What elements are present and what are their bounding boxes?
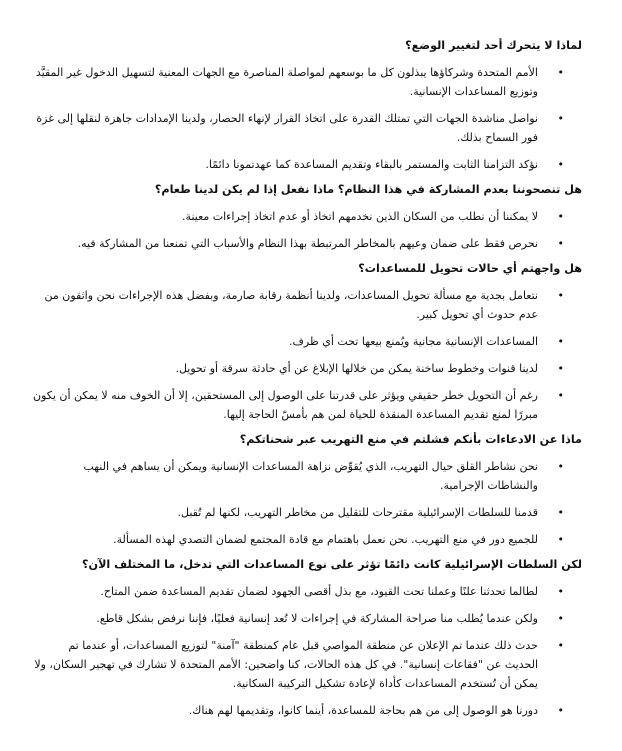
answer-item: • رغم أن التحويل خطر حقيقي ويؤثر على قدرتنا على الوصول إلى المستحقين، إلا أن الخوف منه لا يمكن أن يكون مبررًا لمنع تقديم المساعدة المنقذة للحياة لمن هم بأمسّ الحاجة إليها.: [33, 386, 582, 424]
answer-item: • للجميع دور في منع التهريب. نحن نعمل باهتمام مع قادة المجتمع لضمان التصدي لهذه المسألة.: [33, 530, 582, 549]
faq-section-5: [33, 557, 582, 720]
faq-section-2: [33, 182, 582, 253]
faq-question: هل واجهتم أي حالات تحويل للمساعدات؟: [358, 262, 582, 275]
answer-item: • ولكن عندما يُطلب منا صراحة المشاركة في إجراءات لا تُعد إنسانية فعليًا، فإننا نرفض بشكل قاطع.: [33, 609, 582, 628]
answer-list: [33, 457, 582, 549]
answer-item: • الأمم المتحدة وشركاؤها يبذلون كل ما بوسعهم لمواصلة المناصرة مع الجهات المعنية لتسهيل الدخول غير المقيَّد وتوزيع المساعدات الإنسانية.: [33, 63, 582, 101]
answer-item: • لطالما تحدثنا علنًا وعملنا تحت القيود، مع بذل أقصى الجهود لضمان تقديم المساعدة ضمن المتاح.: [33, 582, 582, 601]
answer-item: • نحن نشاطر القلق حيال التهريب، الذي يُقوِّض نزاهة المساعدات الإنسانية ويمكن أن يساهم في النهب والنشاطات الإجرامية.: [33, 457, 582, 495]
answer-item: • نؤكد التزامنا الثابت والمستمر بالبقاء وتقديم المساعدة كما عهدتمونا دائمًا.: [33, 155, 582, 174]
faq-section-3: [33, 261, 582, 424]
answer-list: [33, 207, 582, 253]
answer-item: • دورنا هو الوصول إلى من هم بحاجة للمساعدة، أينما كانوا، وتقديمها لهم هناك.: [33, 701, 582, 720]
answer-item: • نتعامل بجدية مع مسألة تحويل المساعدات، ولدينا أنظمة رقابة صارمة، وبفضل هذه الإجراءات نحن واثقون من عدم حدوث أي تحويل كبير.: [33, 286, 582, 324]
faq-section-4: [33, 432, 582, 549]
answer-item: • نحرص فقط على ضمان وعيهم بالمخاطر المرتبطة بهذا النظام والأسباب التي تمنعنا من المشاركة فيه.: [33, 234, 582, 253]
answer-item: • نواصل مناشدة الجهات التي تمتلك القدرة على اتخاذ القرار لإنهاء الحصار، ولدينا الإمدادات جاهزة لنقلها إلى غزة فور السماح بذلك.: [33, 109, 582, 147]
answer-list: [33, 582, 582, 720]
faq-section-1: [33, 38, 582, 174]
answer-item: • المساعدات الإنسانية مجانية ويُمنع بيعها تحت أي ظرف.: [33, 332, 582, 351]
answer-item: • لدينا قنوات وخطوط ساخنة يمكن من خلالها الإبلاغ عن أي حادثة سرقة أو تحويل.: [33, 359, 582, 378]
faq-question: لكن السلطات الإسرائيلية كانت دائمًا تؤثر على نوع المساعدات التي تدخل، ما المختلف الآن؟: [82, 558, 582, 571]
answer-item: • حدث ذلك عندما تم الإعلان عن منطقة المواصي قبل عام كمنطقة "آمنة" لتوزيع المساعدات، أو عندما تم الحديث عن "فقاعات إنسانية". في كل هذه الحالات، كنا واضحين: الأمم المتحدة لا تشارك في تهجير السكان، ولا يمكن أن تُستخدم المساعدات كأداة لإعادة تشكيل التركيبة السكانية.: [33, 636, 582, 693]
answer-item: • قدمنا للسلطات الإسرائيلية مقترحات للتقليل من مخاطر التهريب، لكنها لم تُقبل.: [33, 503, 582, 522]
faq-question: لماذا لا يتحرك أحد لتغيير الوضع؟: [405, 39, 582, 52]
answer-list: [33, 63, 582, 174]
answer-list: [33, 286, 582, 424]
answer-item: • لا يمكننا أن نطلب من السكان الذين نخدمهم اتخاذ أو عدم اتخاذ إجراءات معينة.: [33, 207, 582, 226]
faq-question: هل تنصحوننا بعدم المشاركة في هذا النظام؟ ماذا نفعل إذا لم يكن لدينا طعام؟: [154, 183, 582, 196]
faq-question: ماذا عن الادعاءات بأنكم فشلتم في منع التهريب عبر شحناتكم؟: [239, 433, 582, 446]
